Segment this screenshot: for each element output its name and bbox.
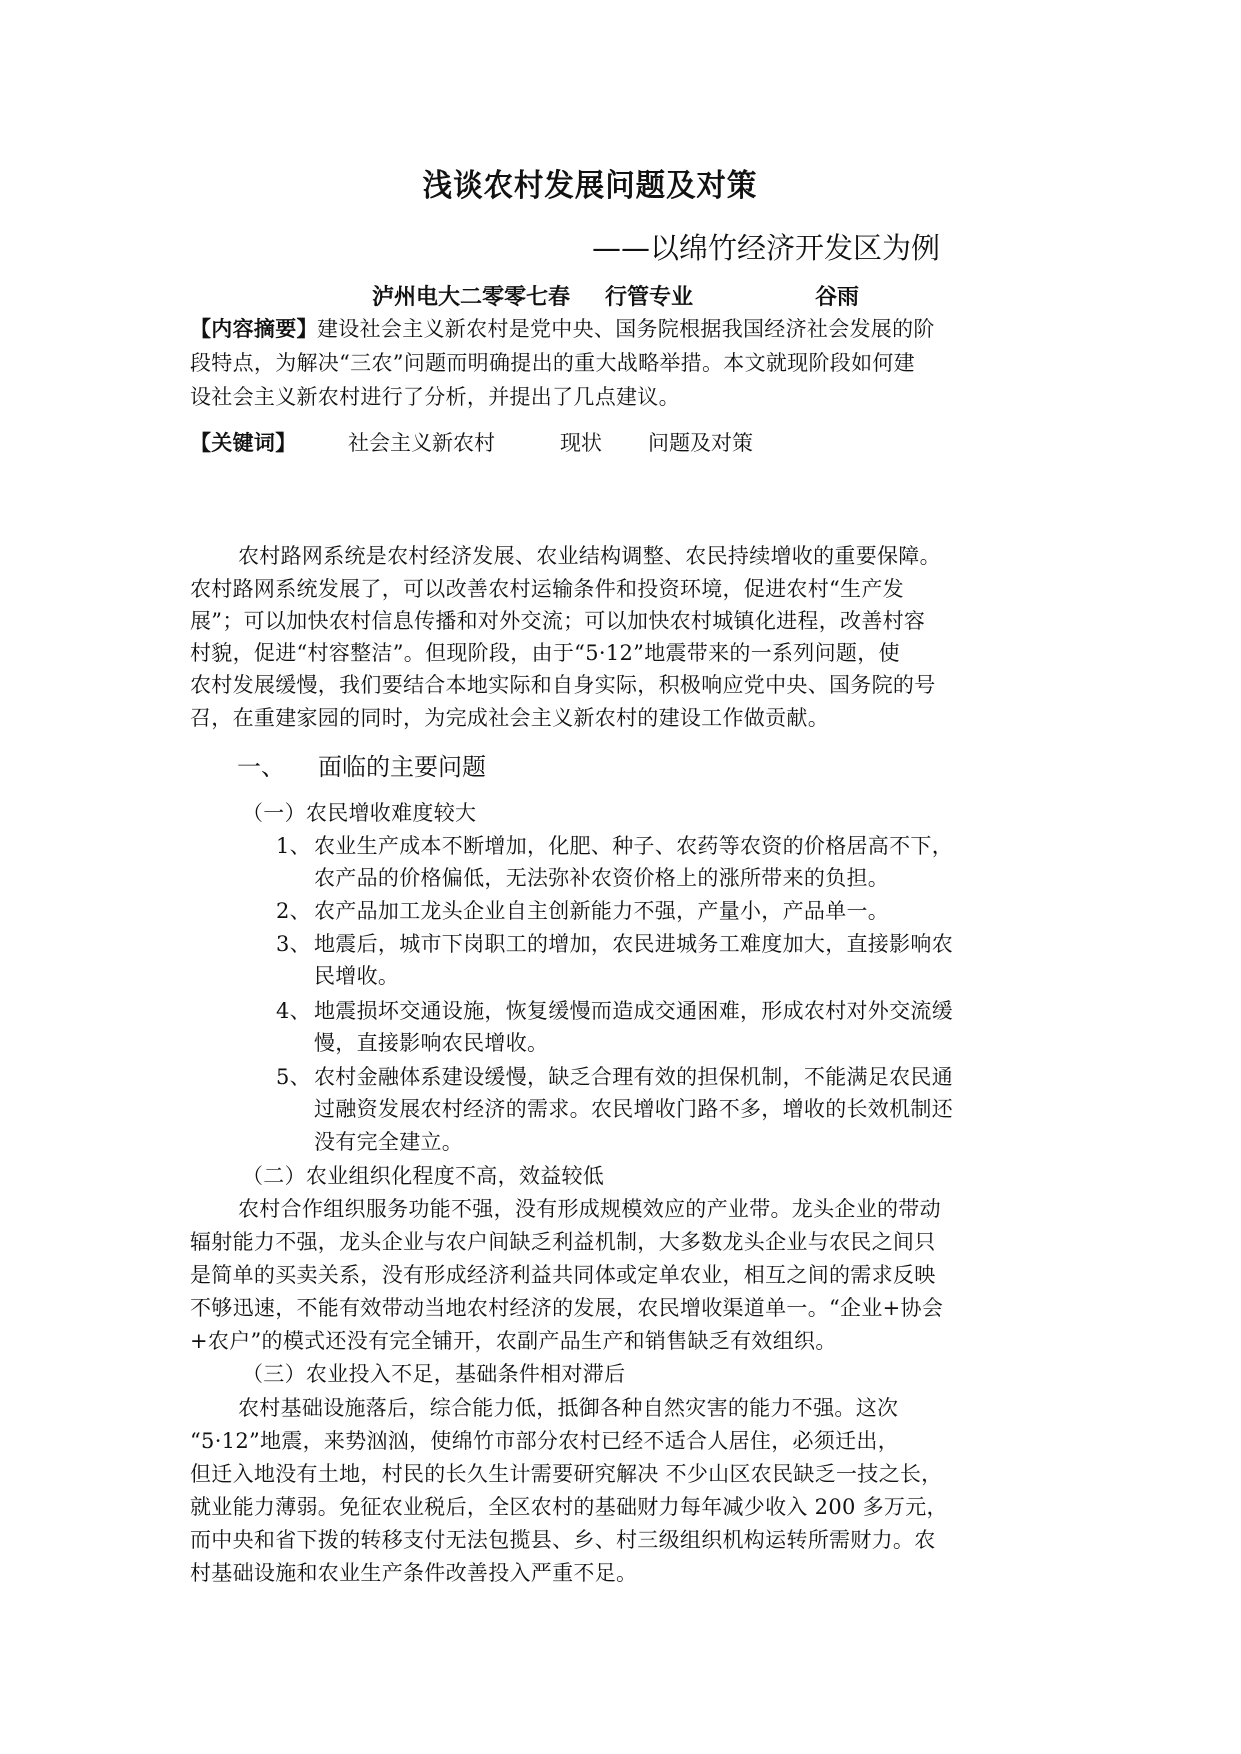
keyword-item: 社会主义新农村 [348, 431, 495, 455]
paragraph-line: 农村基础设施落后，综合能力低，抵御各种自然灾害的能力不强。这次 [238, 1396, 899, 1420]
paragraph-line: 是简单的买卖关系，没有形成经济利益共同体或定单农业，相互之间的需求反映 [190, 1263, 936, 1287]
intro-line: 农村路网系统是农村经济发展、农业结构调整、农民持续增收的重要保障。 [238, 544, 941, 568]
paragraph-line: “5·12”地震，来势汹汹，使绵竹市部分农村已经不适合人居住，必须迁出， [190, 1429, 900, 1453]
intro-line: 展”；可以加快农村信息传播和对外交流；可以加快农村城镇化进程，改善村容 [190, 609, 926, 633]
keyword-item: 问题及对策 [648, 431, 753, 455]
intro-line: 村貌，促进“村容整洁”。但现阶段，由于“5·12”地震带来的一系列问题，使 [190, 641, 900, 665]
list-item-line: 农产品加工龙头企业自主创新能力不强，产量小，产品单一。 [314, 899, 890, 923]
intro-line: 农村发展缓慢，我们要结合本地实际和自身实际，积极响应党中央、国务院的号 [190, 673, 936, 697]
paragraph-line: 而中央和省下拨的转移支付无法包揽县、乡、村三级组织机构运转所需财力。农 [190, 1528, 936, 1552]
paragraph-line: 农村合作组织服务功能不强，没有形成规模效应的产业带。龙头企业的带动 [238, 1197, 941, 1221]
paragraph-line: 村基础设施和农业生产条件改善投入严重不足。 [190, 1561, 638, 1585]
abstract-label: 【内容摘要】 [190, 317, 318, 341]
list-item-number: 4、 [276, 999, 311, 1023]
list-item-line: 没有完全建立。 [314, 1130, 464, 1154]
section-number: 一、 [237, 753, 285, 781]
abstract-line: 设社会主义新农村进行了分析，并提出了几点建议。 [190, 385, 680, 409]
list-item-line: 地震后，城市下岗职工的增加，农民进城务工难度加大，直接影响农 [314, 932, 953, 956]
list-item-number: 2、 [276, 899, 311, 923]
abstract-line: 建设社会主义新农村是党中央、国务院根据我国经济社会发展的阶 [317, 317, 935, 341]
keyword-item: 现状 [560, 431, 602, 455]
document-subtitle: ——以绵竹经济开发区为例 [592, 231, 941, 265]
document-title: 浅谈农村发展问题及对策 [422, 168, 758, 204]
list-item-line: 地震损坏交通设施，恢复缓慢而造成交通困难，形成农村对外交流缓 [314, 999, 953, 1023]
author-school: 泸州电大二零零七春 [372, 285, 571, 310]
paragraph-line: +农户”的模式还没有完全铺开，农副产品生产和销售缺乏有效组织。 [190, 1329, 837, 1353]
list-item-line: 民增收。 [314, 964, 400, 988]
list-item-line: 过融资发展农村经济的需求。农民增收门路不多，增收的长效机制还 [314, 1097, 953, 1121]
author-name: 谷雨 [815, 285, 860, 310]
subsection-title: （一）农民增收难度较大 [242, 801, 477, 825]
section-title: 面临的主要问题 [318, 753, 486, 781]
intro-line: 召，在重建家园的同时，为完成社会主义新农村的建设工作做贡献。 [190, 706, 829, 730]
intro-line: 农村路网系统发展了，可以改善农村运输条件和投资环境，促进农村“生产发 [190, 577, 904, 601]
list-item-number: 5、 [276, 1065, 311, 1089]
paragraph-line: 辐射能力不强，龙头企业与农户间缺乏利益机制，大多数龙头企业与农民之间只 [190, 1230, 936, 1254]
paragraph-line: 就业能力薄弱。免征农业税后，全区农村的基础财力每年减少收入 200 多万元， [190, 1495, 948, 1519]
list-item-line: 农产品的价格偏低，无法弥补农资价格上的涨所带来的负担。 [314, 866, 890, 890]
list-item-number: 3、 [276, 932, 311, 956]
author-major: 行管专业 [605, 285, 694, 310]
list-item-line: 慢，直接影响农民增收。 [314, 1031, 549, 1055]
subsection-title: （二）农业组织化程度不高，效益较低 [242, 1164, 605, 1188]
paragraph-line: 不够迅速，不能有效带动当地农村经济的发展，农民增收渠道单一。“企业+协会 [190, 1296, 944, 1320]
list-item-line: 农业生产成本不断增加，化肥、种子、农药等农资的价格居高不下， [314, 834, 953, 858]
subsection-title: （三）农业投入不足，基础条件相对滞后 [242, 1362, 626, 1386]
keywords-label: 【关键词】 [190, 431, 297, 455]
abstract-line: 段特点，为解决“三农”问题而明确提出的重大战略举措。本文就现阶段如何建 [190, 351, 915, 375]
paragraph-line: 但迁入地没有土地，村民的长久生计需要研究解决 不少山区农民缺乏一技之长， [190, 1462, 943, 1486]
list-item-line: 农村金融体系建设缓慢，缺乏合理有效的担保机制，不能满足农民通 [314, 1065, 953, 1089]
list-item-number: 1、 [276, 834, 311, 858]
